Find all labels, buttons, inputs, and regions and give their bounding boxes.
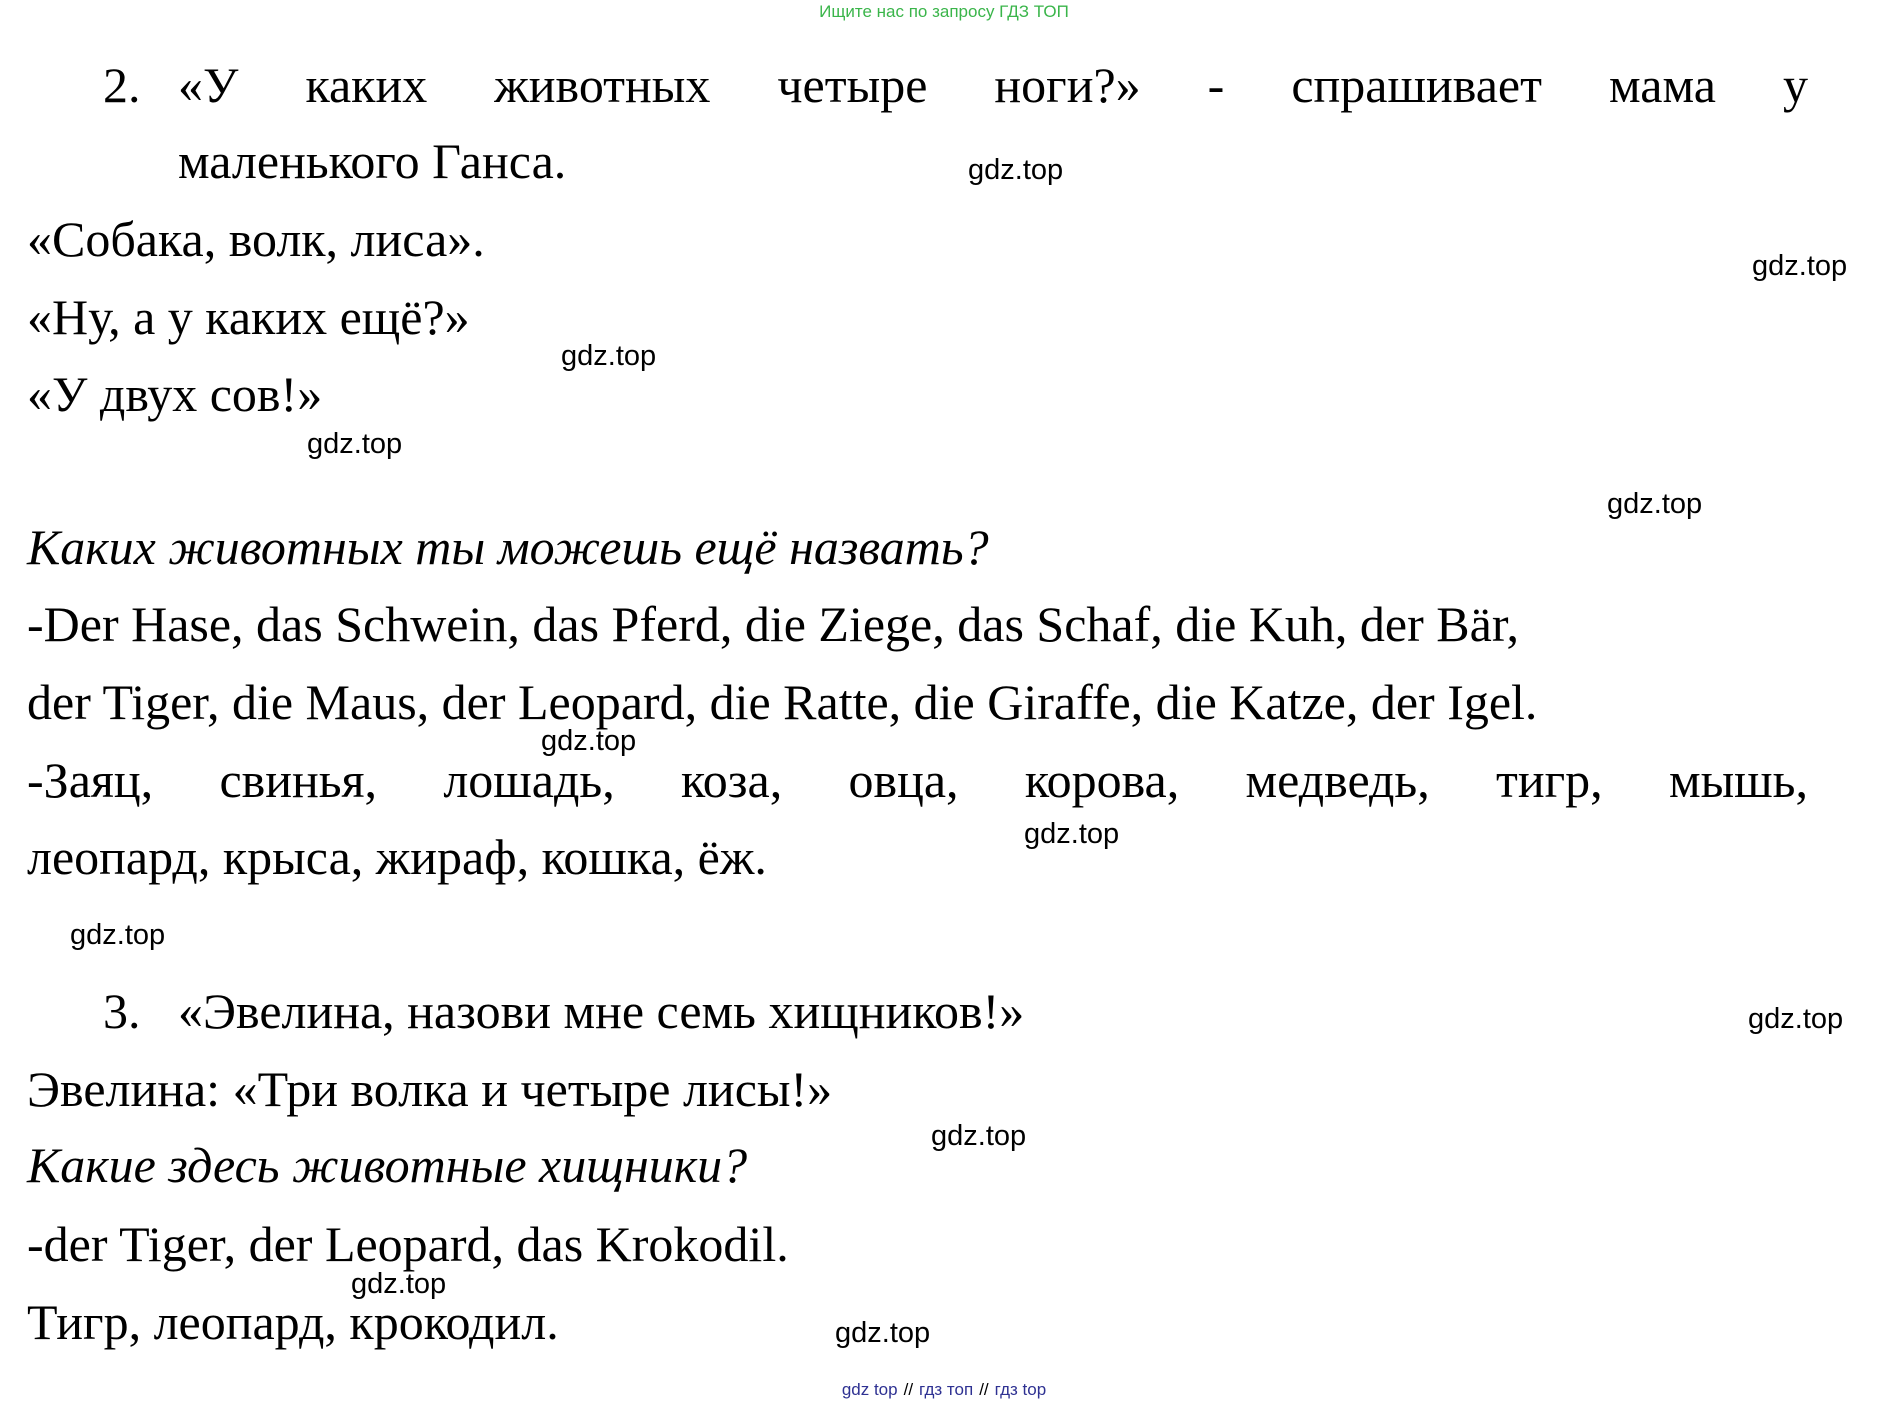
word: медведь, (1245, 752, 1430, 808)
top-banner: Ищите нас по запросу ГДЗ ТОП (819, 2, 1069, 21)
word: у (1783, 57, 1808, 113)
task2-question-line2: маленького Ганса. (178, 133, 567, 189)
task2-russian-line2: леопард, крыса, жираф, кошка, ёж. (27, 829, 767, 885)
word: спрашивает (1291, 57, 1542, 113)
word: свинья, (219, 752, 378, 808)
word: -Заяц, (27, 752, 154, 808)
footer-separator: // (903, 1380, 914, 1399)
task3-russian: Тигр, леопард, крокодил. (27, 1294, 559, 1350)
word: тигр, (1496, 752, 1603, 808)
word: ноги?» (994, 57, 1141, 113)
footer-link[interactable]: gdz top (841, 1380, 898, 1399)
watermark: gdz.top (561, 340, 657, 372)
footer-separator: // (979, 1380, 989, 1399)
watermark: gdz.top (1752, 250, 1848, 282)
footer-link[interactable]: гдз top (994, 1380, 1047, 1399)
watermark: gdz.top (541, 725, 637, 757)
watermark: gdz.top (307, 428, 403, 460)
task2-prompt: Каких животных ты можешь ещё назвать? (27, 519, 989, 575)
watermark: gdz.top (70, 919, 166, 951)
word: овца, (848, 752, 959, 808)
word: мама (1608, 57, 1716, 113)
footer-links (0, 1380, 1888, 1400)
watermark: gdz.top (1607, 488, 1703, 520)
task2-german-line1: -Der Hase, das Schwein, das Pferd, die Ziege, das Schaf, die Kuh, der Bär, (27, 596, 1519, 652)
task2-answer1: «Собака, волк, лиса». (27, 211, 485, 267)
task2-german-line2: der Tiger, die Maus, der Leopard, die Ratte, die Giraffe, die Katze, der Igel. (27, 674, 1538, 730)
task3-answer: Эвелина: «Три волка и четыре лисы!» (27, 1061, 833, 1117)
task3-number: 3. (103, 983, 141, 1039)
task2-question-line1 (178, 55, 1808, 115)
watermark: gdz.top (1748, 1003, 1844, 1035)
word: мышь, (1668, 752, 1808, 808)
task2-number: 2. (103, 57, 141, 113)
task3-german: -der Tiger, der Leopard, das Krokodil. (27, 1216, 789, 1272)
footer-link[interactable]: гдз топ (919, 1380, 974, 1399)
watermark: gdz.top (931, 1120, 1027, 1152)
task3-prompt: Какие здесь животные хищники? (27, 1137, 748, 1193)
word: четыре (777, 57, 928, 113)
word: каких (305, 57, 428, 113)
task3-question: «Эвелина, назови мне семь хищников!» (178, 983, 1025, 1039)
word: лошадь, (443, 752, 615, 808)
word: коза, (681, 752, 783, 808)
watermark: gdz.top (1024, 818, 1120, 850)
word: животных (494, 57, 711, 113)
word: - (1207, 57, 1225, 113)
word: корова, (1024, 752, 1180, 808)
watermark: gdz.top (351, 1268, 447, 1300)
word: «У (178, 57, 239, 113)
task2-question3: «Ну, а у каких ещё?» (27, 289, 470, 345)
watermark: gdz.top (968, 154, 1064, 186)
task2-answer2: «У двух сов!» (27, 366, 323, 422)
watermark: gdz.top (835, 1317, 931, 1349)
task2-russian-line1 (27, 750, 1808, 810)
